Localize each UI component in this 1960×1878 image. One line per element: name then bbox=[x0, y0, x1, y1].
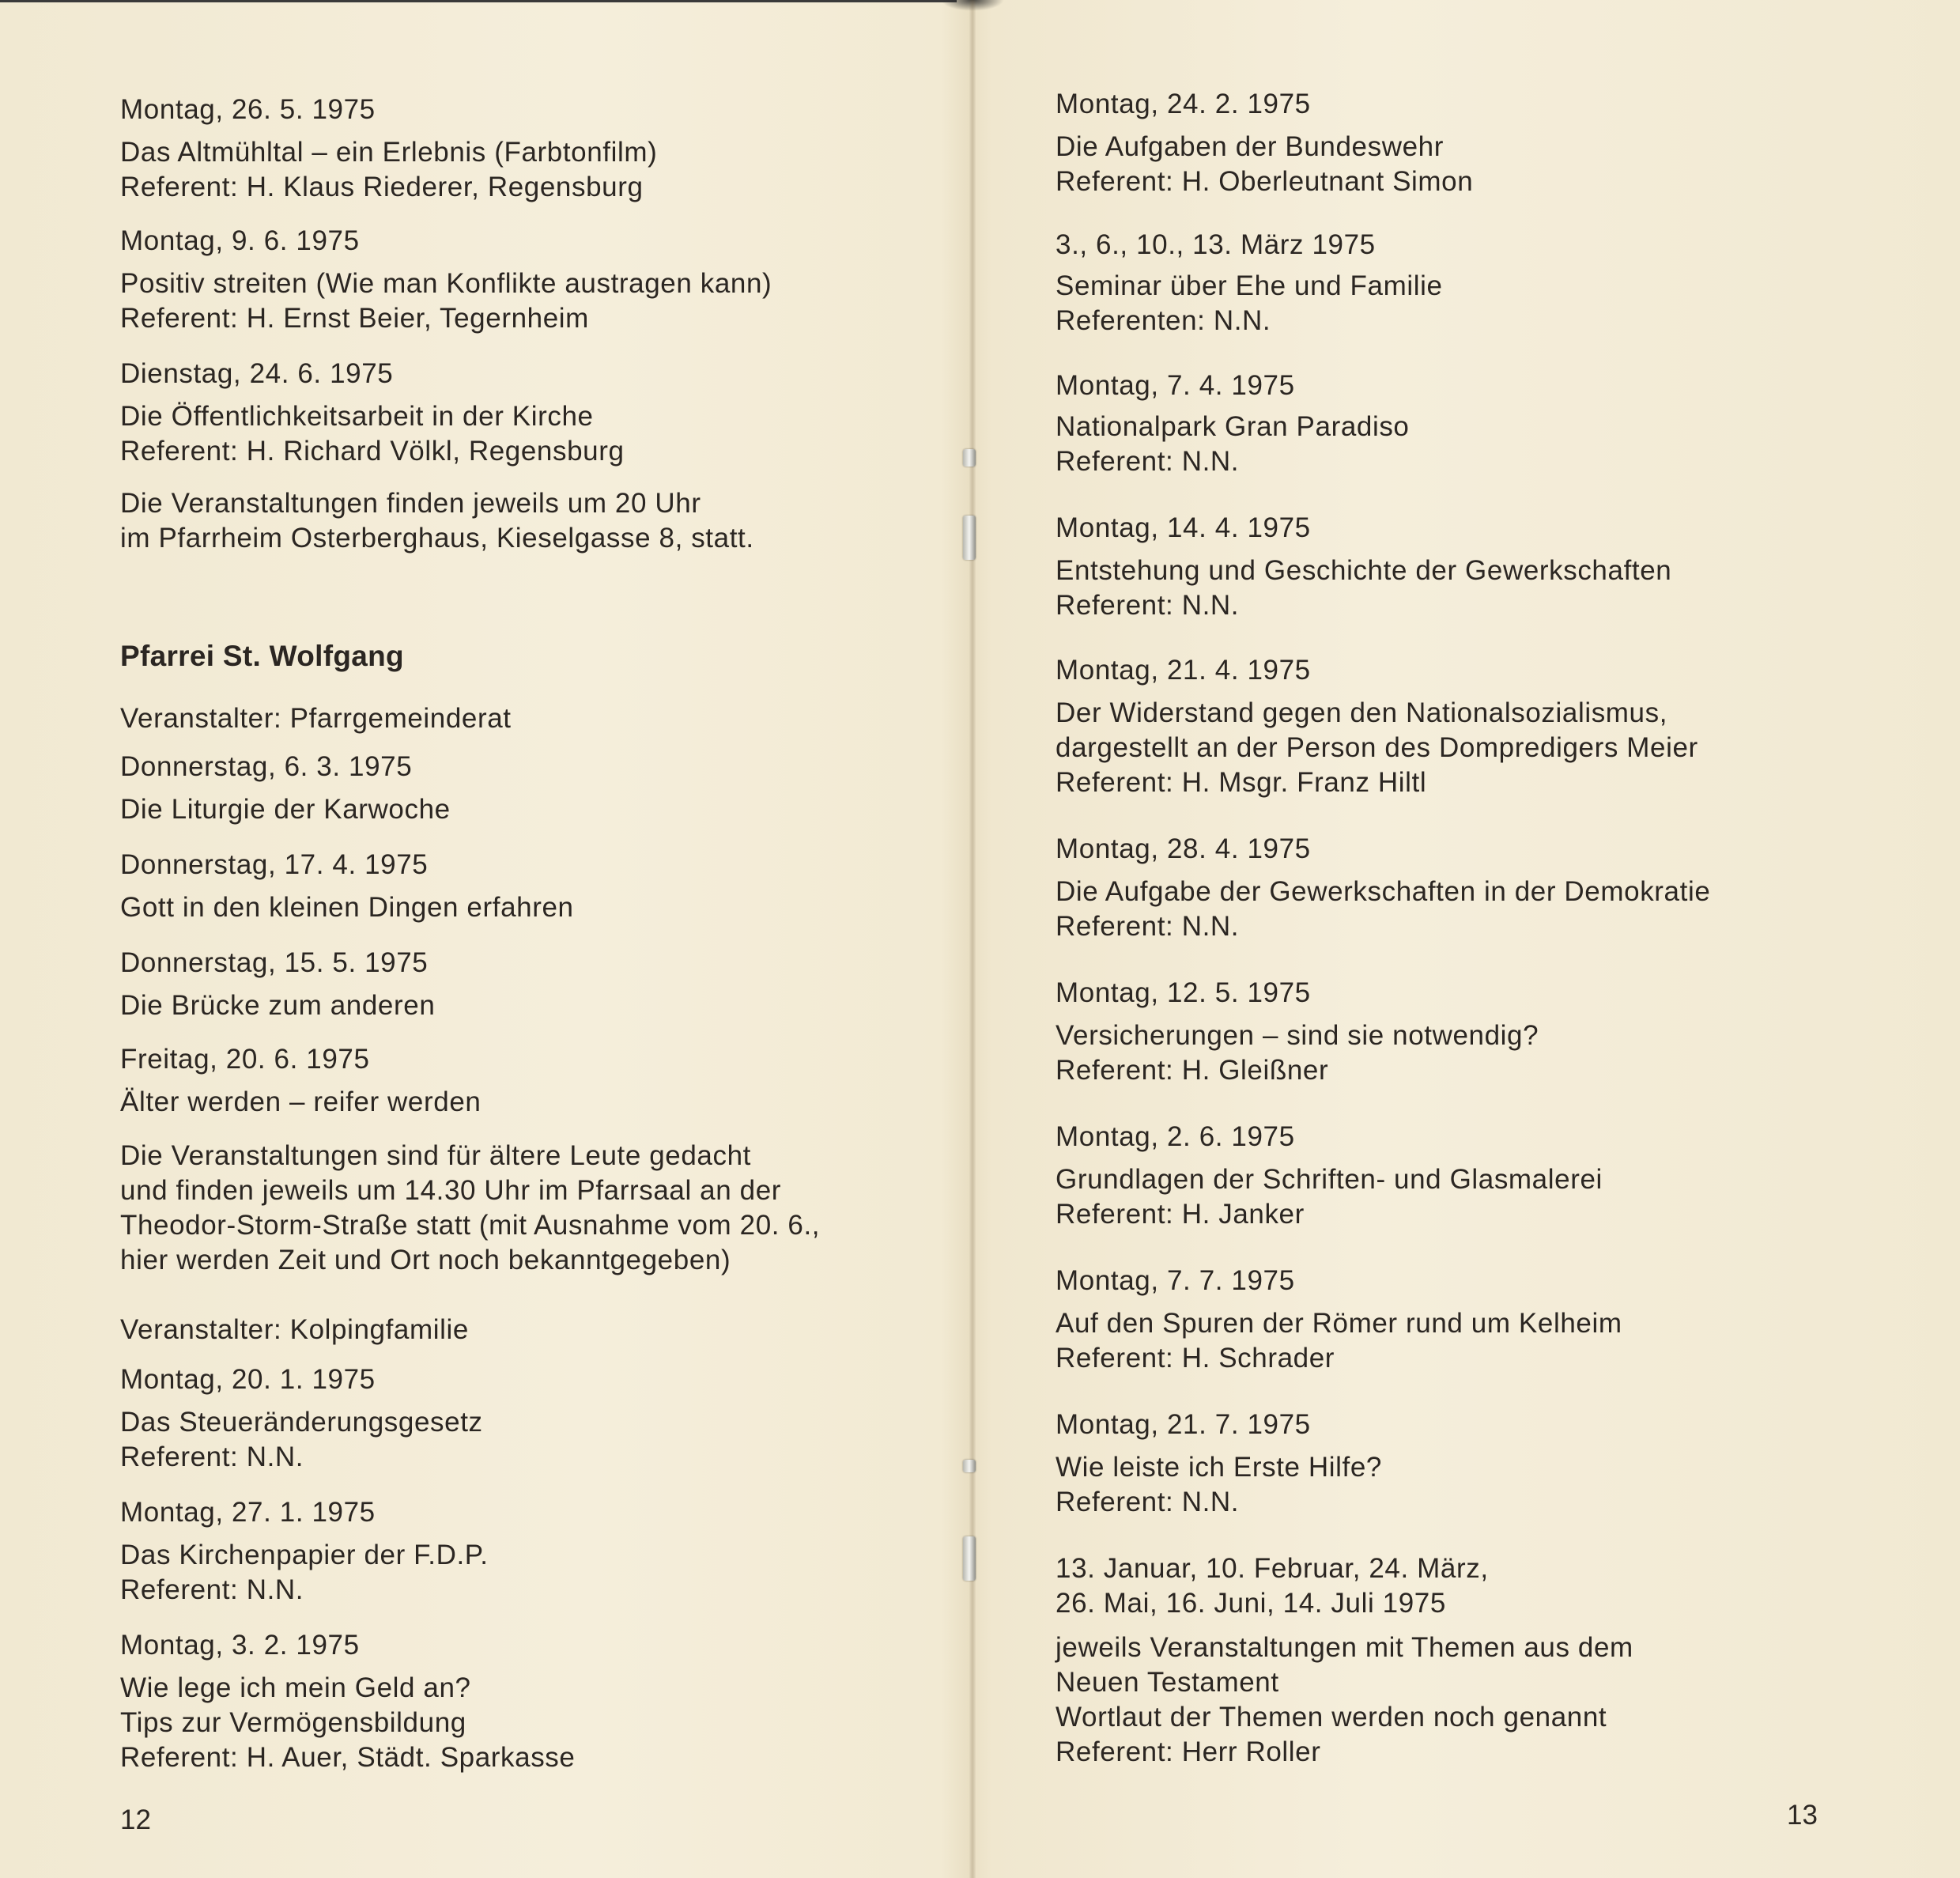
event-title: Wie leiste ich Erste Hilfe? bbox=[1056, 1452, 1382, 1483]
event-title: Versicherungen – sind sie notwendig? bbox=[1056, 1020, 1539, 1051]
event-speaker: Referent: H. Ernst Beier, Tegernheim bbox=[120, 303, 589, 334]
event-title: Wie lege ich mein Geld an? bbox=[120, 1672, 471, 1703]
event-title: Gott in den kleinen Dingen erfahren bbox=[120, 892, 574, 923]
event-date: Montag, 7. 7. 1975 bbox=[1056, 1265, 1295, 1296]
event-speaker: Referent: N.N. bbox=[1056, 446, 1240, 477]
event-title: Die Aufgabe der Gewerkschaften in der Demokratie bbox=[1056, 876, 1711, 907]
page-top-edge bbox=[0, 0, 957, 2]
event-speaker: Referent: N.N. bbox=[120, 1574, 304, 1605]
event-date: 13. Januar, 10. Februar, 24. März, bbox=[1056, 1553, 1489, 1584]
section-heading: Pfarrei St. Wolfgang bbox=[120, 640, 404, 672]
event-speaker: Referent: H. Gleißner bbox=[1056, 1055, 1329, 1086]
event-title: jeweils Veranstaltungen mit Themen aus dem bbox=[1056, 1632, 1633, 1663]
event-date: Montag, 3. 2. 1975 bbox=[120, 1630, 360, 1661]
event-title: Das Steueränderungsgesetz bbox=[120, 1407, 483, 1438]
event-title: Das Kirchenpapier der F.D.P. bbox=[120, 1540, 489, 1570]
event-date: Donnerstag, 15. 5. 1975 bbox=[120, 947, 429, 978]
event-speaker: Referent: N.N. bbox=[1056, 590, 1240, 621]
event-date: Donnerstag, 17. 4. 1975 bbox=[120, 849, 429, 880]
event-speaker: Referent: Herr Roller bbox=[1056, 1736, 1321, 1767]
event-date: Montag, 26. 5. 1975 bbox=[120, 94, 376, 125]
schedule-note: Theodor-Storm-Straße statt (mit Ausnahme vom 20. 6., bbox=[120, 1210, 821, 1241]
event-date: Montag, 14. 4. 1975 bbox=[1056, 512, 1311, 543]
event-speaker: Referent: H. Janker bbox=[1056, 1199, 1305, 1230]
staple-icon bbox=[963, 449, 976, 467]
event-title: Älter werden – reifer werden bbox=[120, 1086, 482, 1117]
event-date: 3., 6., 10., 13. März 1975 bbox=[1056, 229, 1376, 260]
event-title: Das Altmühltal – ein Erlebnis (Farbtonfilm) bbox=[120, 137, 658, 168]
event-date: Montag, 21. 7. 1975 bbox=[1056, 1409, 1311, 1440]
schedule-note: Die Veranstaltungen finden jeweils um 20 Uhr bbox=[120, 488, 701, 519]
organizer-label: Veranstalter: Pfarrgemeinderat bbox=[120, 703, 512, 734]
event-date: Montag, 2. 6. 1975 bbox=[1056, 1121, 1295, 1152]
schedule-note: Wortlaut der Themen werden noch genannt bbox=[1056, 1702, 1607, 1733]
organizer-label: Veranstalter: Kolpingfamilie bbox=[120, 1314, 469, 1345]
event-speaker: Referenten: N.N. bbox=[1056, 305, 1271, 336]
event-speaker: Referent: N.N. bbox=[1056, 911, 1240, 942]
event-subtitle: Tips zur Vermögensbildung bbox=[120, 1707, 466, 1738]
event-date: Montag, 20. 1. 1975 bbox=[120, 1364, 376, 1395]
event-title: Grundlagen der Schriften- und Glasmalerei bbox=[1056, 1164, 1603, 1195]
event-speaker: Referent: H. Msgr. Franz Hiltl bbox=[1056, 767, 1427, 798]
event-speaker: Referent: H. Schrader bbox=[1056, 1343, 1335, 1374]
page-number: 13 bbox=[1787, 1800, 1818, 1831]
event-title: Die Brücke zum anderen bbox=[120, 990, 436, 1021]
event-title: Seminar über Ehe und Familie bbox=[1056, 270, 1443, 301]
event-date: Montag, 24. 2. 1975 bbox=[1056, 89, 1311, 119]
event-title: Entstehung und Geschichte der Gewerkschaften bbox=[1056, 555, 1672, 586]
event-title: Der Widerstand gegen den Nationalsozialismus, bbox=[1056, 697, 1668, 728]
event-title: Nationalpark Gran Paradiso bbox=[1056, 411, 1410, 442]
event-date: Montag, 7. 4. 1975 bbox=[1056, 370, 1295, 401]
event-date: Montag, 12. 5. 1975 bbox=[1056, 977, 1311, 1008]
event-title: dargestellt an der Person des Dompredigers Meier bbox=[1056, 732, 1698, 763]
event-speaker: Referent: N.N. bbox=[120, 1442, 304, 1472]
event-title: Die Öffentlichkeitsarbeit in der Kirche bbox=[120, 401, 594, 432]
event-title: Die Liturgie der Karwoche bbox=[120, 794, 451, 825]
event-date: 26. Mai, 16. Juni, 14. Juli 1975 bbox=[1056, 1588, 1446, 1619]
schedule-note: Die Veranstaltungen sind für ältere Leute gedacht bbox=[120, 1140, 751, 1171]
staple-icon bbox=[963, 1460, 976, 1472]
event-date: Montag, 9. 6. 1975 bbox=[120, 225, 360, 256]
event-title: Die Aufgaben der Bundeswehr bbox=[1056, 131, 1444, 162]
event-speaker: Referent: H. Auer, Städt. Sparkasse bbox=[120, 1742, 576, 1773]
event-date: Montag, 21. 4. 1975 bbox=[1056, 655, 1311, 686]
event-speaker: Referent: H. Richard Völkl, Regensburg bbox=[120, 436, 625, 467]
event-title: Neuen Testament bbox=[1056, 1667, 1279, 1698]
page-number: 12 bbox=[120, 1804, 151, 1835]
schedule-note: und finden jeweils um 14.30 Uhr im Pfarrsaal an der bbox=[120, 1175, 782, 1206]
event-date: Donnerstag, 6. 3. 1975 bbox=[120, 751, 413, 782]
event-speaker: Referent: H. Klaus Riederer, Regensburg bbox=[120, 172, 644, 202]
schedule-note: im Pfarrheim Osterberghaus, Kieselgasse 8, statt. bbox=[120, 523, 754, 554]
event-date: Freitag, 20. 6. 1975 bbox=[120, 1044, 370, 1075]
event-speaker: Referent: N.N. bbox=[1056, 1487, 1240, 1517]
event-date: Dienstag, 24. 6. 1975 bbox=[120, 358, 394, 389]
staple-icon bbox=[963, 516, 976, 560]
staple-icon bbox=[963, 1536, 976, 1581]
event-title: Positiv streiten (Wie man Konflikte austragen kann) bbox=[120, 268, 772, 299]
book-gutter bbox=[969, 0, 976, 1878]
event-date: Montag, 28. 4. 1975 bbox=[1056, 833, 1311, 864]
event-speaker: Referent: H. Oberleutnant Simon bbox=[1056, 166, 1474, 197]
event-title: Auf den Spuren der Römer rund um Kelheim bbox=[1056, 1308, 1622, 1339]
event-date: Montag, 27. 1. 1975 bbox=[120, 1497, 376, 1528]
schedule-note: hier werden Zeit und Ort noch bekanntgegeben) bbox=[120, 1245, 731, 1275]
